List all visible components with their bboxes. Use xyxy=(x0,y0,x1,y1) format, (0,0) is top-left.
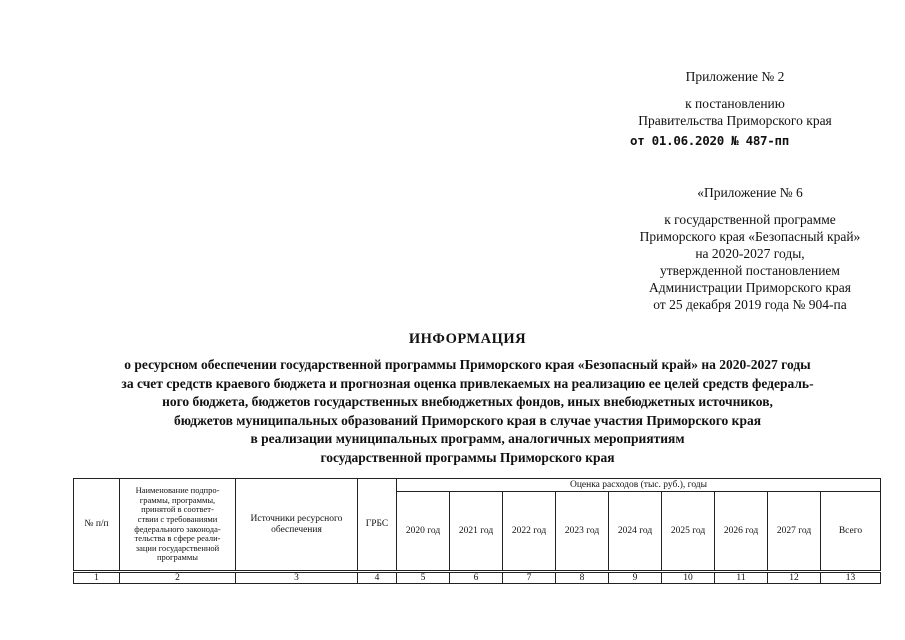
header-year-cell: 2025 год xyxy=(662,492,715,572)
column-number-cell: 7 xyxy=(503,572,556,584)
appendix-2-header xyxy=(600,68,870,149)
header-year-cell: 2024 год xyxy=(609,492,662,572)
resource-table xyxy=(73,478,881,584)
header-cell-name xyxy=(120,479,236,572)
header-name-line: ствии с требованиями xyxy=(137,513,218,524)
appendix-6-header xyxy=(600,184,900,313)
header-year-cell: 2021 год xyxy=(450,492,503,572)
appendix-2-title: Приложение № 2 xyxy=(685,69,785,84)
header-name-line: федерального законода- xyxy=(134,523,221,534)
column-number-cell: 5 xyxy=(397,572,450,584)
appendix-2-date-stamp: от 01.06.2020 № 487-пп xyxy=(630,133,789,148)
appendix-6-line: утвержденной постановлением xyxy=(660,263,840,278)
column-number-row xyxy=(74,572,881,584)
column-number-cell: 9 xyxy=(609,572,662,584)
header-name-line: граммы, программы, xyxy=(139,494,216,505)
header-source-line: Источники ресурсного xyxy=(250,514,343,524)
subtitle-line: за счет средств краевого бюджета и прогнозная оценка привлекаемых на реализацию ее целей средств федераль- xyxy=(121,375,814,391)
subtitle-line: о ресурсном обеспечении государственной программы Приморского края «Безопасный край» на 2020-2027 годы xyxy=(124,357,811,372)
column-number-cell: 8 xyxy=(556,572,609,584)
header-cell-grbs: ГРБС xyxy=(358,479,397,572)
header-name-line: тельства в сфере реали- xyxy=(134,533,221,544)
column-number-cell: 6 xyxy=(450,572,503,584)
header-cell-source xyxy=(236,479,358,572)
column-number-cell: 1 xyxy=(74,572,120,584)
subtitle-line: в реализации муниципальных программ, аналогичных мероприятиям xyxy=(250,431,685,446)
header-year-cell: 2026 год xyxy=(715,492,768,572)
header-source-line: обеспечения xyxy=(271,524,322,535)
header-year-cell: 2027 год xyxy=(768,492,821,572)
appendix-6-line: на 2020-2027 годы, xyxy=(695,246,805,261)
header-cell-num: № п/п xyxy=(74,479,120,572)
subtitle-line: бюджетов муниципальных образований Приморского края в случае участия Приморского края xyxy=(174,412,761,428)
appendix-6-line: Администрации Приморского края xyxy=(649,280,851,295)
header-year-cell: 2022 год xyxy=(503,492,556,572)
column-number-cell: 13 xyxy=(821,572,881,584)
document-title: ИНФОРМАЦИЯ xyxy=(408,331,527,347)
column-number-cell: 12 xyxy=(768,572,821,584)
appendix-2-line: к постановлению xyxy=(685,96,785,111)
header-name-line: Наименование подпро- xyxy=(135,485,220,496)
header-name-line: зации государственной xyxy=(135,542,220,553)
appendix-6-title: «Приложение № 6 xyxy=(697,185,803,200)
column-number-cell: 2 xyxy=(120,572,236,584)
column-number-cell: 4 xyxy=(358,572,397,584)
column-number-cell: 11 xyxy=(715,572,768,584)
column-number-cell: 10 xyxy=(662,572,715,584)
header-total-cell: Всего xyxy=(821,492,881,572)
column-number-cell: 3 xyxy=(236,572,358,584)
appendix-6-line: к государственной программе xyxy=(664,212,836,227)
appendix-6-line: Приморского края «Безопасный край» xyxy=(639,229,861,244)
subtitle-line: ного бюджета, бюджетов государственных внебюджетных фондов, иных внебюджетных источников, xyxy=(162,394,773,409)
header-name-line: программы xyxy=(156,552,199,563)
appendix-6-line: от 25 декабря 2019 года № 904-па xyxy=(653,297,847,312)
header-year-cell: 2020 год xyxy=(397,492,450,572)
subtitle-line: государственной программы Приморского края xyxy=(320,449,615,465)
header-cell-estimate: Оценка расходов (тыс. руб.), годы xyxy=(397,479,881,492)
document-subtitle xyxy=(50,356,885,467)
header-name-line: принятой в соответ- xyxy=(141,504,214,515)
header-year-cell: 2023 год xyxy=(556,492,609,572)
appendix-2-line: Правительства Приморского края xyxy=(638,113,832,128)
